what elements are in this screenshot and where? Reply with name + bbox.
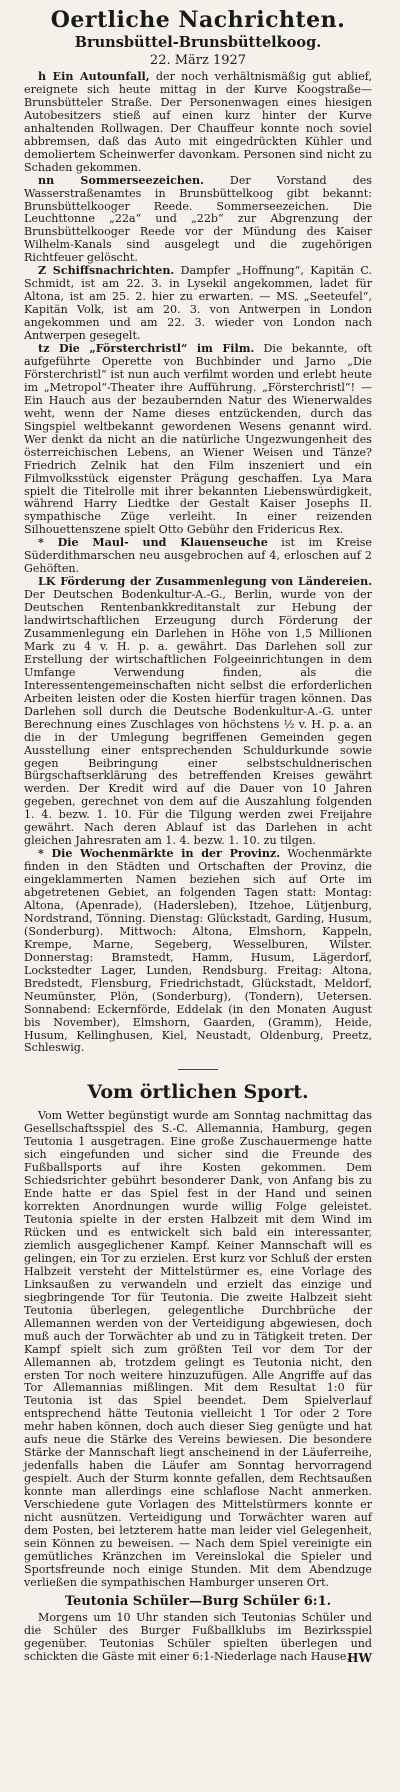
match-heading: Teutonia Schüler—Burg Schüler 6:1.: [64, 1593, 332, 1609]
author-signature: HW: [347, 1650, 372, 1665]
article-lead: h Ein Autounfall,: [38, 70, 150, 83]
article-text: Der Vorstand des Wasserstraßenamtes in Brunsbüttelkoog gibt bekannt: Brunsbüttelkooger Reede. Sommerseezeichen. Die Leuchttonne „22a“ und „22b“ zur Abgrenzung der Brunsbüttelkooger Reede vor der Mündung des Kaiser Wilhelm-Kanals sind ausgelegt und die zugehörigen Richtfeuer gelöscht.: [24, 173, 372, 265]
article-lead: LK Förderung der Zusammenlegung von Ländereien.: [38, 575, 372, 589]
article-text: Die bekannte, oft aufgeführte Operette von Buchbinder und Jarno „Die Försterchristl“ ist nun auch verfilmt worden und erlebt heute im „Metropol“-Theater ihre Aufführung. „Försterchristl“! — Ein Hauch aus der bezaubernden Natur des Wienerwaldes weht, wenn der Name dieses entzückenden, durch das Singspiel weltbekannt gewordenen Wesens genannt wird. Wer denkt da nicht an die natürliche Ungezwungenheit des österreichischen Lebens, an Wiener Weisen und Tänze? Friedrich Zelnik hat den Film inszeniert und ein Filmvolksstück eigenster Prägung geschaffen. Lya Mara spielt die Titelrolle mit ihrer bekannten Liebenswürdigkeit, während Harry Liedtke der Gestalt Kaiser Josephs II. sympathische Züge verleiht. In einer reizenden Silhouettenszene spielt Otto Gebühr den Fridericus Rex.: [24, 342, 372, 537]
article-land-consolidation: [24, 576, 372, 848]
article-lead: nn Sommerseezeichen.: [38, 173, 204, 187]
article-text: der noch verhältnismäßig gut ablief, ereignete sich heute mittag in der Kurve Koogstraße—Brunsbütteler Straße. Der Personenwagen eines hiesigen Autobesitzers stieß auf einen kurz hinter der Kurve anhaltenden Rollwagen. Der Chauffeur konnte noch soviel abbremsen, daß das Auto mit eingedrückten Kühler und demoliertem Scheinwerfer davonkam. Personen sind nicht zu Schaden gekommen.: [24, 70, 372, 174]
sport-report: Vom Wetter begünstigt wurde am Sonntag nachmittag das Gesellschaftsspiel des S.-C. Allemannia, Hamburg, gegen Teutonia 1 ausgetragen. Eine große Zuschauermenge hatte sich eingefunden und sicher sind die Freunde des Fußballsports auf ihre Kosten gekommen. Dem Schiedsrichter gebührt besonderer Dank, von Anfang bis zu Ende hatte er das Spiel fest in der Hand und seinen korrekten Anordnungen wurde willig Folge geleistet. Teutonia spielte in der ersten Halbzeit mit dem Wind im Rücken und es entwickelt sich bald ein interessanter, ziemlich ausgeglichener Kampf. Keiner Mannschaft will es gelingen, ein Tor zu erzielen. Erst kurz vor Schluß der ersten Halbzeit versteht der Mittelstürmer es, eine Vorlage des Linksaußen zu verwandeln und erzielt das einzige und siegbringende Tor für Teutonia. Die zweite Halbzeit sieht Teutonia überlegen, gelegentliche Durchbrüche der Allemannen werden von der Verteidigung abgewiesen, doch muß auch der Torwächter ab und zu in Tätigkeit treten. Der Kampf spielt sich zum größten Teil vor dem Tor der Allemannen ab, trotzdem gelingt es Teutonia nicht, den ersten Tor noch weitere hinzuzufügen. Alle Angriffe auf das Tor Allemannias mißlingen. Mit dem Resultat 1:0 für Teutonia ist das Spiel beendet. Dem Spielverlauf entsprechend hätte Teutonia vielleicht 1 Tor oder 2 Tore mehr haben können, doch auch dieser Sieg genügte und hat aufs neue die Stärke des Vereins bewiesen. Die besondere Stärke der Mannschaft liegt anscheinend in der Läuferreihe, jedenfalls haben die Läufer am Sonntag hervorragend gespielt. Auch der Sturm konnte gefallen, dem Rechtsaußen konnte man allerdings eine schlaflose Nacht anmerken. Verschiedene gute Vorlagen des Mittelstürmers konnte er nicht ausnützen. Verteidigung und Torwächter waren auf dem Posten, bei letzterem hatte man leider viel Gelegenheit, sein Können zu beweisen. — Nach dem Spiel vereinigte ein gemütliches Kränzchen im Vereinslokal die Spieler und Sportsfreunde noch einige Stunden. Mit dem Abendzuge verließen die sympathischen Hamburger unseren Ort.: [24, 1109, 372, 1589]
issue-date: 22. März 1927: [149, 53, 247, 68]
article-summer-sea-marks: [24, 175, 372, 266]
article-lead: * Die Maul- und Klauenseuche: [38, 536, 268, 550]
article-foot-and-mouth: [24, 537, 372, 576]
locality-subtitle: Brunsbüttel-Brunsbüttelkoog.: [74, 34, 322, 51]
match-report: Morgens um 10 Uhr standen sich Teutonias Schüler und die Schüler des Burger Fußballklubs im Bezirksspiel gegenüber. Teutonias Schüler spielten überlegen und schickten die Gäste mit einer 6:1-Niederlage nach Hause.: [24, 1610, 372, 1663]
article-ship-news: [24, 265, 372, 343]
article-weekly-markets: [24, 848, 372, 1055]
article-car-accident: [24, 71, 372, 175]
article-lead: Z Schiffsnachrichten.: [38, 264, 175, 278]
section-title: Oertliche Nachrichten.: [50, 7, 346, 33]
article-lead: * Die Wochenmärkte in der Provinz.: [38, 847, 281, 861]
article-text: Dampfer „Hoffnung“, Kapitän C. Schmidt, ist am 22. 3. in Lysekil angekommen, ladet für Altona, ist am 25. 2. hier zu erwarten. — MS. „Seeteufel“, Kapitän Volk, ist am 20. 3. von Antwerpen in London angekommen und am 22. 3. wieder von London nach Antwerpen gesegelt.: [24, 264, 372, 343]
article-lead: tz Die „Försterchristl“ im Film.: [38, 342, 255, 356]
article-film: [24, 343, 372, 537]
sport-heading: Vom örtlichen Sport.: [87, 1081, 309, 1104]
section-divider: [178, 1069, 218, 1070]
article-text: Der Deutschen Bodenkultur-A.-G., Berlin, wurde von der Deutschen Rentenbankkreditanstalt zur Hebung der landwirtschaftlichen Erzeugung durch Förderung der Zusammenlegung ein Darlehen in Höhe von 1,5 Millionen Mark zu 4 v. H. p. a. gewährt. Das Darlehen soll zur Erstellung der wirtschaftlichen Folgeeinrichtungen in dem Umfange Verwendung finden, als die Interessentengemeinschaften nicht selbst die erforderlichen Arbeiten leisten oder die Kosten hierfür tragen können. Das Darlehen soll durch die Deutsche Bodenkultur-A.-G. unter Berechnung eines Zuschlages von höchstens ½ v. H. p. a. an die in der Umlegung begriffenen Gemeinden gegen Ausstellung einer entsprechenden Schuldurkunde sowie gegen Beibringung einer selbstschuldnerischen Bürgschaftserklärung des betreffenden Kreises gewährt werden. Der Kredit wird auf die Dauer von 10 Jahren gegeben, gerechnet von dem auf die Auszahlung folgenden 1. 4. bezw. 1. 10. Für die Tilgung werden zwei Freijahre gewährt. Nach deren Ablauf ist das Darlehen in acht gleichen Jahresraten am 1. 4. bezw. 1. 10. zu tilgen.: [24, 588, 372, 848]
article-text: ist im Kreise Süderdithmarschen neu ausgebrochen auf 4, erloschen auf 2 Gehöften.: [24, 536, 372, 576]
article-text: Wochenmärkte finden in den Städten und Ortschaften der Provinz, die eingeklammerten Namen beziehen sich auf Orte im abgetretenen Gebiet, an folgenden Tagen statt: Montag: Altona, (Apenrade), (Hadersleben), Itzehoe, Lütjenburg, Nordstrand, Tönning. Dienstag: Glückstadt, Garding, Husum, (Sonderburg). Mittwoch: Altona, Elmshorn, Kappeln, Krempe, Marne, Segeberg, Wesselburen, Wilster. Donnerstag: Bramstedt, Hamm, Husum, Lägerdorf, Lockstedter Lager, Lunden, Rendsburg. Freitag: Altona, Bredstedt, Flensburg, Friedrichstadt, Glückstadt, Meldorf, Neumünster, Plön, (Sonderburg), (Tondern), Uetersen. Sonnabend: Eckernförde, Eddelak (in den Monaten August bis November), Elmshorn, Gaarden, (Gramm), Heide, Husum, Kellinghusen, Kiel, Neustadt, Oldenburg, Preetz, Schleswig.: [24, 847, 372, 1055]
